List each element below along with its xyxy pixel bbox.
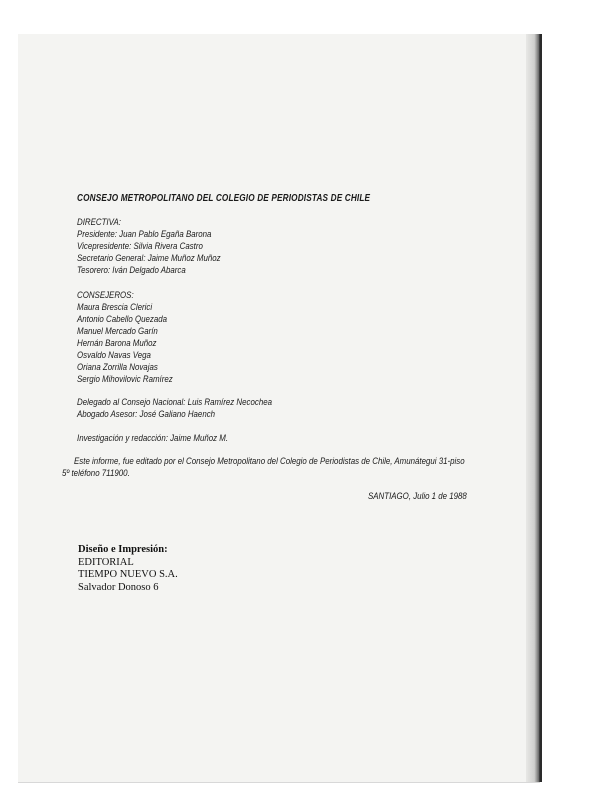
consejero-member: Antonio Cabello Quezada — [77, 314, 168, 324]
consejero-member: Maura Brescia Clerici — [77, 302, 153, 312]
consejero-member: Hernán Barona Muñoz — [77, 338, 157, 348]
consejero-member: Manuel Mercado Garín — [77, 326, 158, 336]
publication-text: Este informe, fue editado por el Consejo Metropolitano del Colegio de Periodistas de Chile, Amunátegui 31-piso 5º teléfono 711900. — [62, 456, 465, 478]
directiva-heading: DIRECTIVA: — [77, 217, 121, 227]
directiva-member: Tesorero: Iván Delgado Abarca — [77, 265, 186, 275]
publication-paragraph — [62, 455, 466, 479]
consejero-member: Sergio Mihovilovic Ramírez — [77, 374, 173, 384]
imprint-line: Salvador Donoso 6 — [78, 581, 159, 593]
directiva-member: Vicepresidente: Silvia Rivera Castro — [77, 241, 203, 251]
directiva-section — [77, 216, 221, 276]
directiva-member: Presidente: Juan Pablo Egaña Barona — [77, 229, 212, 239]
officers-section — [77, 396, 272, 420]
directiva-member: Secretario General: Jaime Muñoz Muñoz — [77, 253, 221, 263]
research-credit: Investigación y redacción: Jaime Muñoz M. — [77, 433, 229, 443]
imprint-heading: Diseño e Impresión: — [78, 544, 168, 555]
imprint-block — [78, 544, 178, 594]
consejeros-heading: CONSEJEROS: — [77, 290, 134, 300]
consejero-member: Osvaldo Navas Vega — [77, 350, 151, 360]
lawyer-line: Abogado Asesor: José Galiano Haench — [77, 409, 216, 419]
imprint-line: EDITORIAL — [78, 556, 134, 568]
imprint-line: TIEMPO NUEVO S.A. — [78, 569, 178, 580]
document-title: CONSEJO METROPOLITANO DEL COLEGIO DE PERIODISTAS DE CHILE — [77, 193, 371, 204]
page-edge-shadow — [526, 34, 540, 782]
consejero-member: Oriana Zorrilla Novajas — [77, 362, 158, 372]
delegate-line: Delegado al Consejo Nacional: Luis Ramírez Necochea — [77, 397, 273, 407]
consejeros-section — [77, 289, 173, 385]
document-date: SANTIAGO, Julio 1 de 1988 — [368, 491, 467, 501]
